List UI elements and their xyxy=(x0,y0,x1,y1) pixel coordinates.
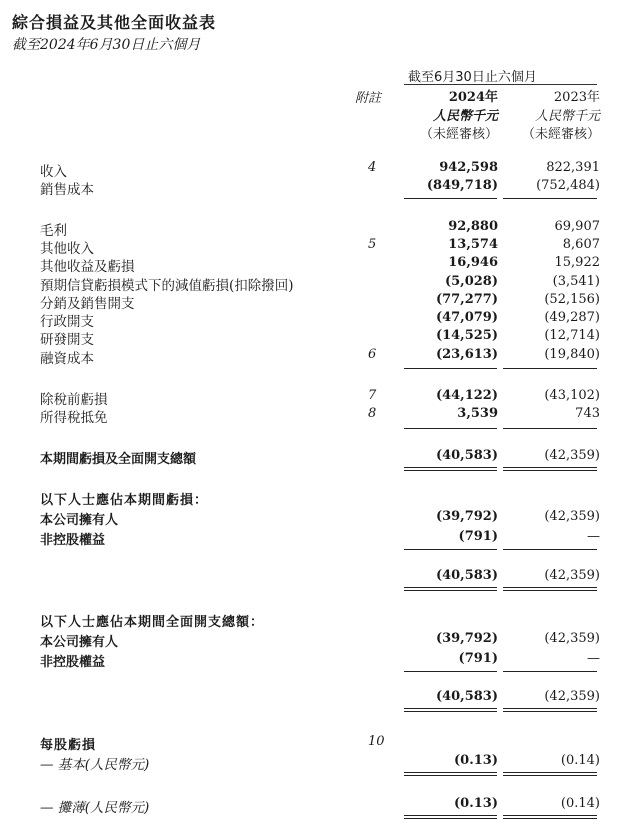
row-label-income-tax-credit: 所得稅抵免 xyxy=(40,410,108,426)
row-value-2023-cost-of-sales: (752,484) xyxy=(536,178,600,193)
row-label-gross-profit: 毛利 xyxy=(40,223,67,239)
section-heading-loss-per-share: 每股虧損 xyxy=(40,738,97,753)
row-value-2023-income-tax-credit: 743 xyxy=(575,406,600,421)
section-heading-comprehensive-attributable: 以下人士應佔本期間全面開支總額： xyxy=(40,615,265,630)
row-value-2023-owners: (42,359) xyxy=(544,509,600,524)
row-note-finance-costs: 6 xyxy=(368,347,377,362)
row-value-2023-total-loss: (42,359) xyxy=(544,448,600,463)
row-label-revenue: 收入 xyxy=(40,164,67,180)
row-value-2023-diluted: (0.14) xyxy=(560,796,600,811)
row-label-finance-costs: 融資成本 xyxy=(40,351,94,367)
row-value-2023-basic: (0.14) xyxy=(560,753,600,768)
subtotal-rule xyxy=(503,428,597,429)
double-rule xyxy=(404,818,497,819)
row-note-loss-before-tax: 7 xyxy=(368,388,377,403)
double-rule xyxy=(404,772,497,773)
period-header: 截至6月30日止六個月 xyxy=(408,70,537,85)
subtotal-rule xyxy=(404,368,497,369)
row-label-total-loss: 本期間虧損及全面開支總額 xyxy=(40,452,197,467)
row-value-2023-gross-profit: 69,907 xyxy=(554,219,600,234)
double-rule xyxy=(503,467,597,468)
row-value-2024-nci: (791) xyxy=(458,529,498,544)
double-rule xyxy=(503,775,597,776)
row-value-2023-loss-before-tax: (43,102) xyxy=(544,388,600,403)
subtotal-rule xyxy=(404,428,497,429)
row-label-impairment-losses: 預期信貸虧損模式下的減值虧損(扣除撥回) xyxy=(40,278,294,294)
double-rule xyxy=(503,587,597,588)
row-value-2023-rd-expenses: (12,714) xyxy=(544,328,600,343)
row-value-2024-nci: (791) xyxy=(458,651,498,666)
double-rule xyxy=(404,467,497,468)
subtotal-rule xyxy=(503,368,597,369)
row-value-2023-comprehensive-total: (42,359) xyxy=(544,689,600,704)
row-label-distribution-expenses: 分銷及銷售開支 xyxy=(40,296,135,312)
row-value-2024-diluted: (0.13) xyxy=(454,796,498,811)
row-value-2023-nci: — xyxy=(587,651,600,666)
double-rule xyxy=(503,470,597,471)
row-note-income-tax-credit: 8 xyxy=(368,406,377,421)
row-value-2023-admin-expenses: (49,287) xyxy=(544,310,600,325)
row-value-2024-distribution-expenses: (77,277) xyxy=(435,292,498,307)
row-label-loss-before-tax: 除稅前虧損 xyxy=(40,392,108,408)
row-value-2024-comprehensive-total: (40,583) xyxy=(435,689,498,704)
row-label-nci: 非控股權益 xyxy=(40,533,106,548)
double-rule xyxy=(503,711,597,712)
double-rule xyxy=(404,470,497,471)
row-note-revenue: 4 xyxy=(368,160,377,175)
row-label-cost-of-sales: 銷售成本 xyxy=(40,182,94,198)
row-value-2024-cost-of-sales: (849,718) xyxy=(426,178,498,193)
double-rule xyxy=(503,815,597,816)
row-value-2023-impairment-losses: (3,541) xyxy=(552,274,600,289)
audit-2024-header: （未經審核） xyxy=(419,127,498,142)
double-rule xyxy=(503,708,597,709)
year-2023-header: 2023年 xyxy=(553,90,600,105)
note-column-header: 附註 xyxy=(355,91,382,106)
row-value-2023-other-income: 8,607 xyxy=(562,237,600,252)
row-value-2023-revenue: 822,391 xyxy=(546,160,600,175)
row-label-rd-expenses: 研發開支 xyxy=(40,332,94,348)
statement-title: 綜合損益及其他全面收益表 xyxy=(12,13,217,32)
row-value-2024-rd-expenses: (14,525) xyxy=(435,328,498,343)
double-rule xyxy=(503,590,597,591)
row-value-2024-other-income: 13,574 xyxy=(448,237,498,252)
row-value-2024-basic: (0.13) xyxy=(454,753,498,768)
row-label-diluted: — 攤薄(人民幣元) xyxy=(40,800,150,816)
unit-2023-header: 人民幣千元 xyxy=(534,109,600,124)
row-value-2024-owners: (39,792) xyxy=(435,509,498,524)
subtotal-rule xyxy=(503,671,597,672)
row-label-owners: 本公司擁有人 xyxy=(40,513,119,528)
row-value-2024-revenue: 942,598 xyxy=(439,160,498,175)
row-value-2024-finance-costs: (23,613) xyxy=(435,347,498,362)
row-value-2023-other-gains-losses: 15,922 xyxy=(554,255,600,270)
row-label-owners: 本公司擁有人 xyxy=(40,635,119,650)
row-value-2023-nci: — xyxy=(587,529,600,544)
double-rule xyxy=(404,775,497,776)
row-value-2024-impairment-losses: (5,028) xyxy=(444,274,498,289)
row-value-2024-owners: (39,792) xyxy=(435,631,498,646)
double-rule xyxy=(404,708,497,709)
row-label-basic: — 基本(人民幣元) xyxy=(40,757,150,773)
row-label-other-gains-losses: 其他收益及虧損 xyxy=(40,259,135,275)
row-value-2023-distribution-expenses: (52,156) xyxy=(544,292,600,307)
row-value-2024-admin-expenses: (47,079) xyxy=(435,310,498,325)
double-rule xyxy=(404,590,497,591)
row-note-loss-per-share: 10 xyxy=(368,734,385,749)
unit-2024-header: 人民幣千元 xyxy=(432,109,498,124)
row-label-other-income: 其他收入 xyxy=(40,241,94,257)
subtotal-rule xyxy=(404,549,497,550)
row-label-admin-expenses: 行政開支 xyxy=(40,314,94,330)
double-rule xyxy=(503,818,597,819)
row-value-2024-loss-before-tax: (44,122) xyxy=(435,388,498,403)
double-rule xyxy=(404,711,497,712)
row-value-2023-loss-attributable-total: (42,359) xyxy=(544,568,600,583)
row-value-2023-finance-costs: (19,840) xyxy=(544,347,600,362)
period-header-rule xyxy=(404,84,597,85)
row-label-nci: 非控股權益 xyxy=(40,655,106,670)
subtotal-rule xyxy=(404,198,497,199)
row-value-2024-loss-attributable-total: (40,583) xyxy=(435,568,498,583)
row-value-2023-owners: (42,359) xyxy=(544,631,600,646)
double-rule xyxy=(503,772,597,773)
statement-subtitle: 截至2024年6月30日止六個月 xyxy=(12,37,201,53)
audit-2023-header: （未經審核） xyxy=(521,127,600,142)
subtotal-rule xyxy=(503,198,597,199)
double-rule xyxy=(404,815,497,816)
year-2024-header: 2024年 xyxy=(448,90,498,105)
subtotal-rule xyxy=(404,671,497,672)
row-value-2024-total-loss: (40,583) xyxy=(435,448,498,463)
double-rule xyxy=(404,587,497,588)
row-value-2024-income-tax-credit: 3,539 xyxy=(457,406,498,421)
row-value-2024-other-gains-losses: 16,946 xyxy=(448,255,498,270)
subtotal-rule xyxy=(503,549,597,550)
row-note-other-income: 5 xyxy=(368,237,377,252)
row-value-2024-gross-profit: 92,880 xyxy=(448,219,498,234)
section-heading-loss-attributable: 以下人士應佔本期間虧損： xyxy=(40,493,209,508)
